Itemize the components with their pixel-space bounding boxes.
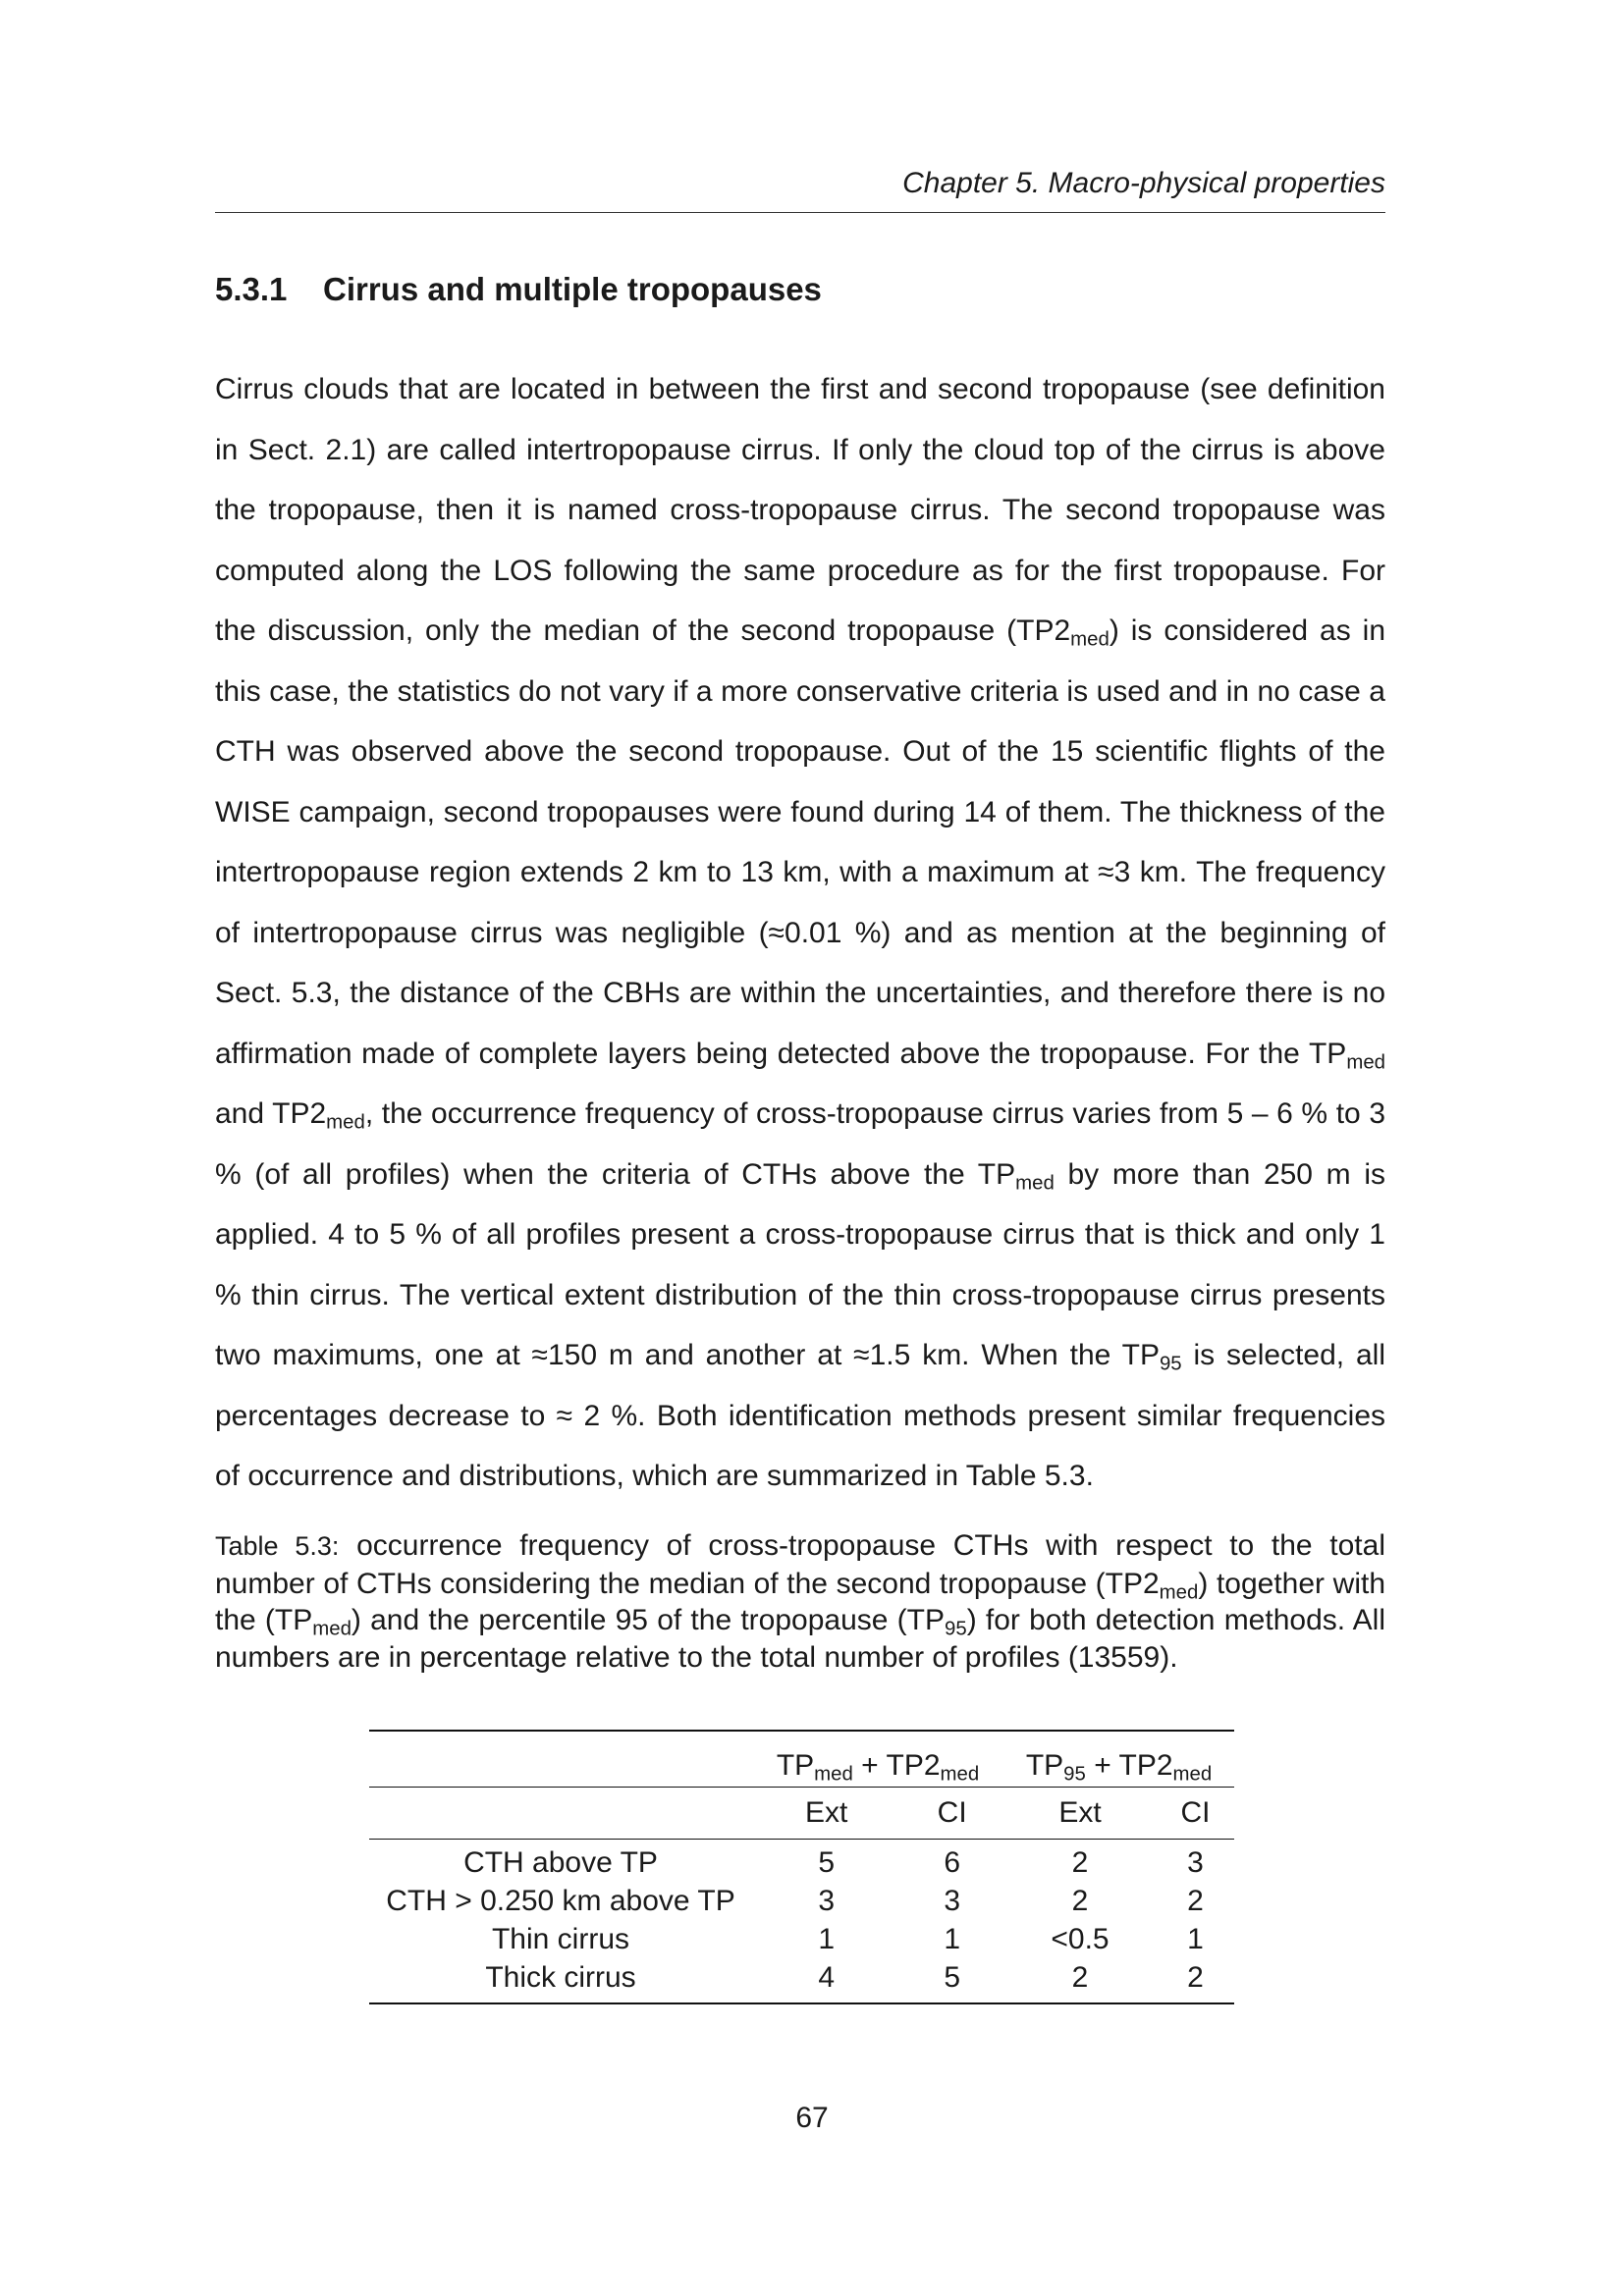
text-run: ) is considered as in this case, the statistics do not vary if a more conservative criteria is used and in no case a CTH was observed above the second tropopause. Out of the 15 scientific flights of the WISE campaign, second tropopauses were found during 14 of them. The thickness of the intertropopause region extends 2 km to 13 km, with a maximum at ≈3 km. The frequency of intertropopause cirrus was negligible (≈0.01 %) and as mention at the beginning of Sect. 5.3, the distance of the CBHs are within the uncertainties, and therefore there is no affirmation made of complete layers being detected above the tropopause. For the TP <box>215 614 1386 1070</box>
running-header-title: Chapter 5. Macro-physical properties <box>902 167 1385 199</box>
text-run: by more than 250 m is applied. 4 to 5 % of all profiles present a cross-tropopause cirrus that is thick and only 1 % thin cirrus. The vertical extent distribution of the thin cross-tropopause cirrus presents two maximums, one at ≈150 m and another at ≈1.5 km. When the TP <box>215 1157 1385 1371</box>
text-run: ) together with the (TP <box>215 1567 1385 1636</box>
table-corner-cell <box>369 1788 752 1840</box>
table-row <box>369 1882 1234 1920</box>
text-run: ) for both detection methods. All numbers are in percentage relative to the total number of profiles (13559). <box>215 1604 1385 1674</box>
table-cell: 3 <box>1187 1845 1204 1879</box>
text-run: , the occurrence frequency of cross-tropopause cirrus varies from 5 – 6 % to 3 % (of all profiles) when the criteria of CTHs above the TP <box>215 1097 1385 1191</box>
column-header: CI <box>1157 1788 1234 1840</box>
subscript: med <box>326 1111 365 1134</box>
table-row <box>369 1958 1234 2003</box>
text-run: Cirrus clouds that are located in between the first and second tropopause (see definition in Sect. 2.1) are called intertropopause cirrus. If only the cloud top of the cirrus is above the tropopause, then it is named cross-tropopause cirrus. The second tropopause was computed along the LOS following the same procedure as for the first tropopause. For the discussion, only the median of the second tropopause (TP2 <box>215 373 1385 647</box>
table-cell: 3 <box>944 1884 961 1917</box>
column-group-tp95: $TP_{95} + TP2_{med}$ <box>1003 1731 1234 1788</box>
subscript: med <box>1015 1172 1055 1195</box>
row-label: CTH > 0.250 km above TP <box>386 1884 735 1917</box>
section-title: Cirrus and multiple tropopauses <box>323 271 822 307</box>
column-group-tpmed: $TP_{med} + TP2_{med}$ <box>752 1731 1003 1788</box>
subscript: med <box>1070 628 1110 651</box>
table-cell: 2 <box>1003 1958 1157 2003</box>
page-number: 67 <box>795 2102 829 2134</box>
table-row <box>369 1840 1234 1883</box>
row-label: CTH above TP <box>463 1845 658 1879</box>
column-header: Ext <box>1003 1788 1157 1840</box>
subscript: med <box>1159 1581 1199 1604</box>
running-header <box>215 167 1385 213</box>
table-cell: 6 <box>944 1845 961 1879</box>
column-header: CI <box>900 1788 1003 1840</box>
section-heading <box>215 271 822 308</box>
table-cell: 2 <box>1157 1958 1234 2003</box>
row-label: Thick cirrus <box>369 1958 752 2003</box>
column-header: Ext <box>752 1788 900 1840</box>
subscript: 95 <box>1159 1353 1182 1375</box>
section-number: 5.3.1 <box>215 271 288 307</box>
table-cell: 1 <box>944 1922 961 1955</box>
text-run: ) and the percentile 95 of the tropopause (TP <box>351 1604 945 1636</box>
text-run: occurrence frequency of cross-tropopause CTHs with respect to the total number of CTHs considering the median of the second tropopause (TP2 <box>215 1529 1385 1600</box>
table-corner-cell <box>369 1731 752 1788</box>
subscript: med <box>312 1618 352 1640</box>
caption-label: Table 5.3: <box>215 1531 340 1561</box>
text-run: is selected, all percentages decrease to ≈ 2 %. Both identification methods present similar frequencies of occurrence and distributions, which are summarized in Table 5.3. <box>215 1339 1385 1492</box>
table-cell: 3 <box>818 1884 835 1917</box>
text-run: and TP2 <box>215 1097 327 1130</box>
table-cell: 2 <box>1187 1884 1204 1917</box>
row-label: Thin cirrus <box>491 1922 630 1955</box>
frequency-table <box>369 1730 1234 2004</box>
body-paragraph <box>215 359 1385 1507</box>
table-cell: 4 <box>752 1958 900 2003</box>
subscript: 95 <box>945 1618 967 1640</box>
table-group-header-row <box>369 1731 1234 1788</box>
table-row <box>369 1920 1234 1958</box>
table-cell: 5 <box>818 1845 835 1879</box>
table-caption <box>215 1527 1385 1676</box>
table-cell: 5 <box>900 1958 1003 2003</box>
table-cell: 2 <box>1071 1845 1089 1879</box>
table-cell: 1 <box>1187 1922 1204 1955</box>
table-subheader-row <box>369 1788 1234 1840</box>
table-cell: 1 <box>818 1922 835 1955</box>
subscript: med <box>1346 1051 1385 1074</box>
table-cell: 2 <box>1071 1884 1089 1917</box>
table-cell: <0.5 <box>1051 1922 1110 1955</box>
